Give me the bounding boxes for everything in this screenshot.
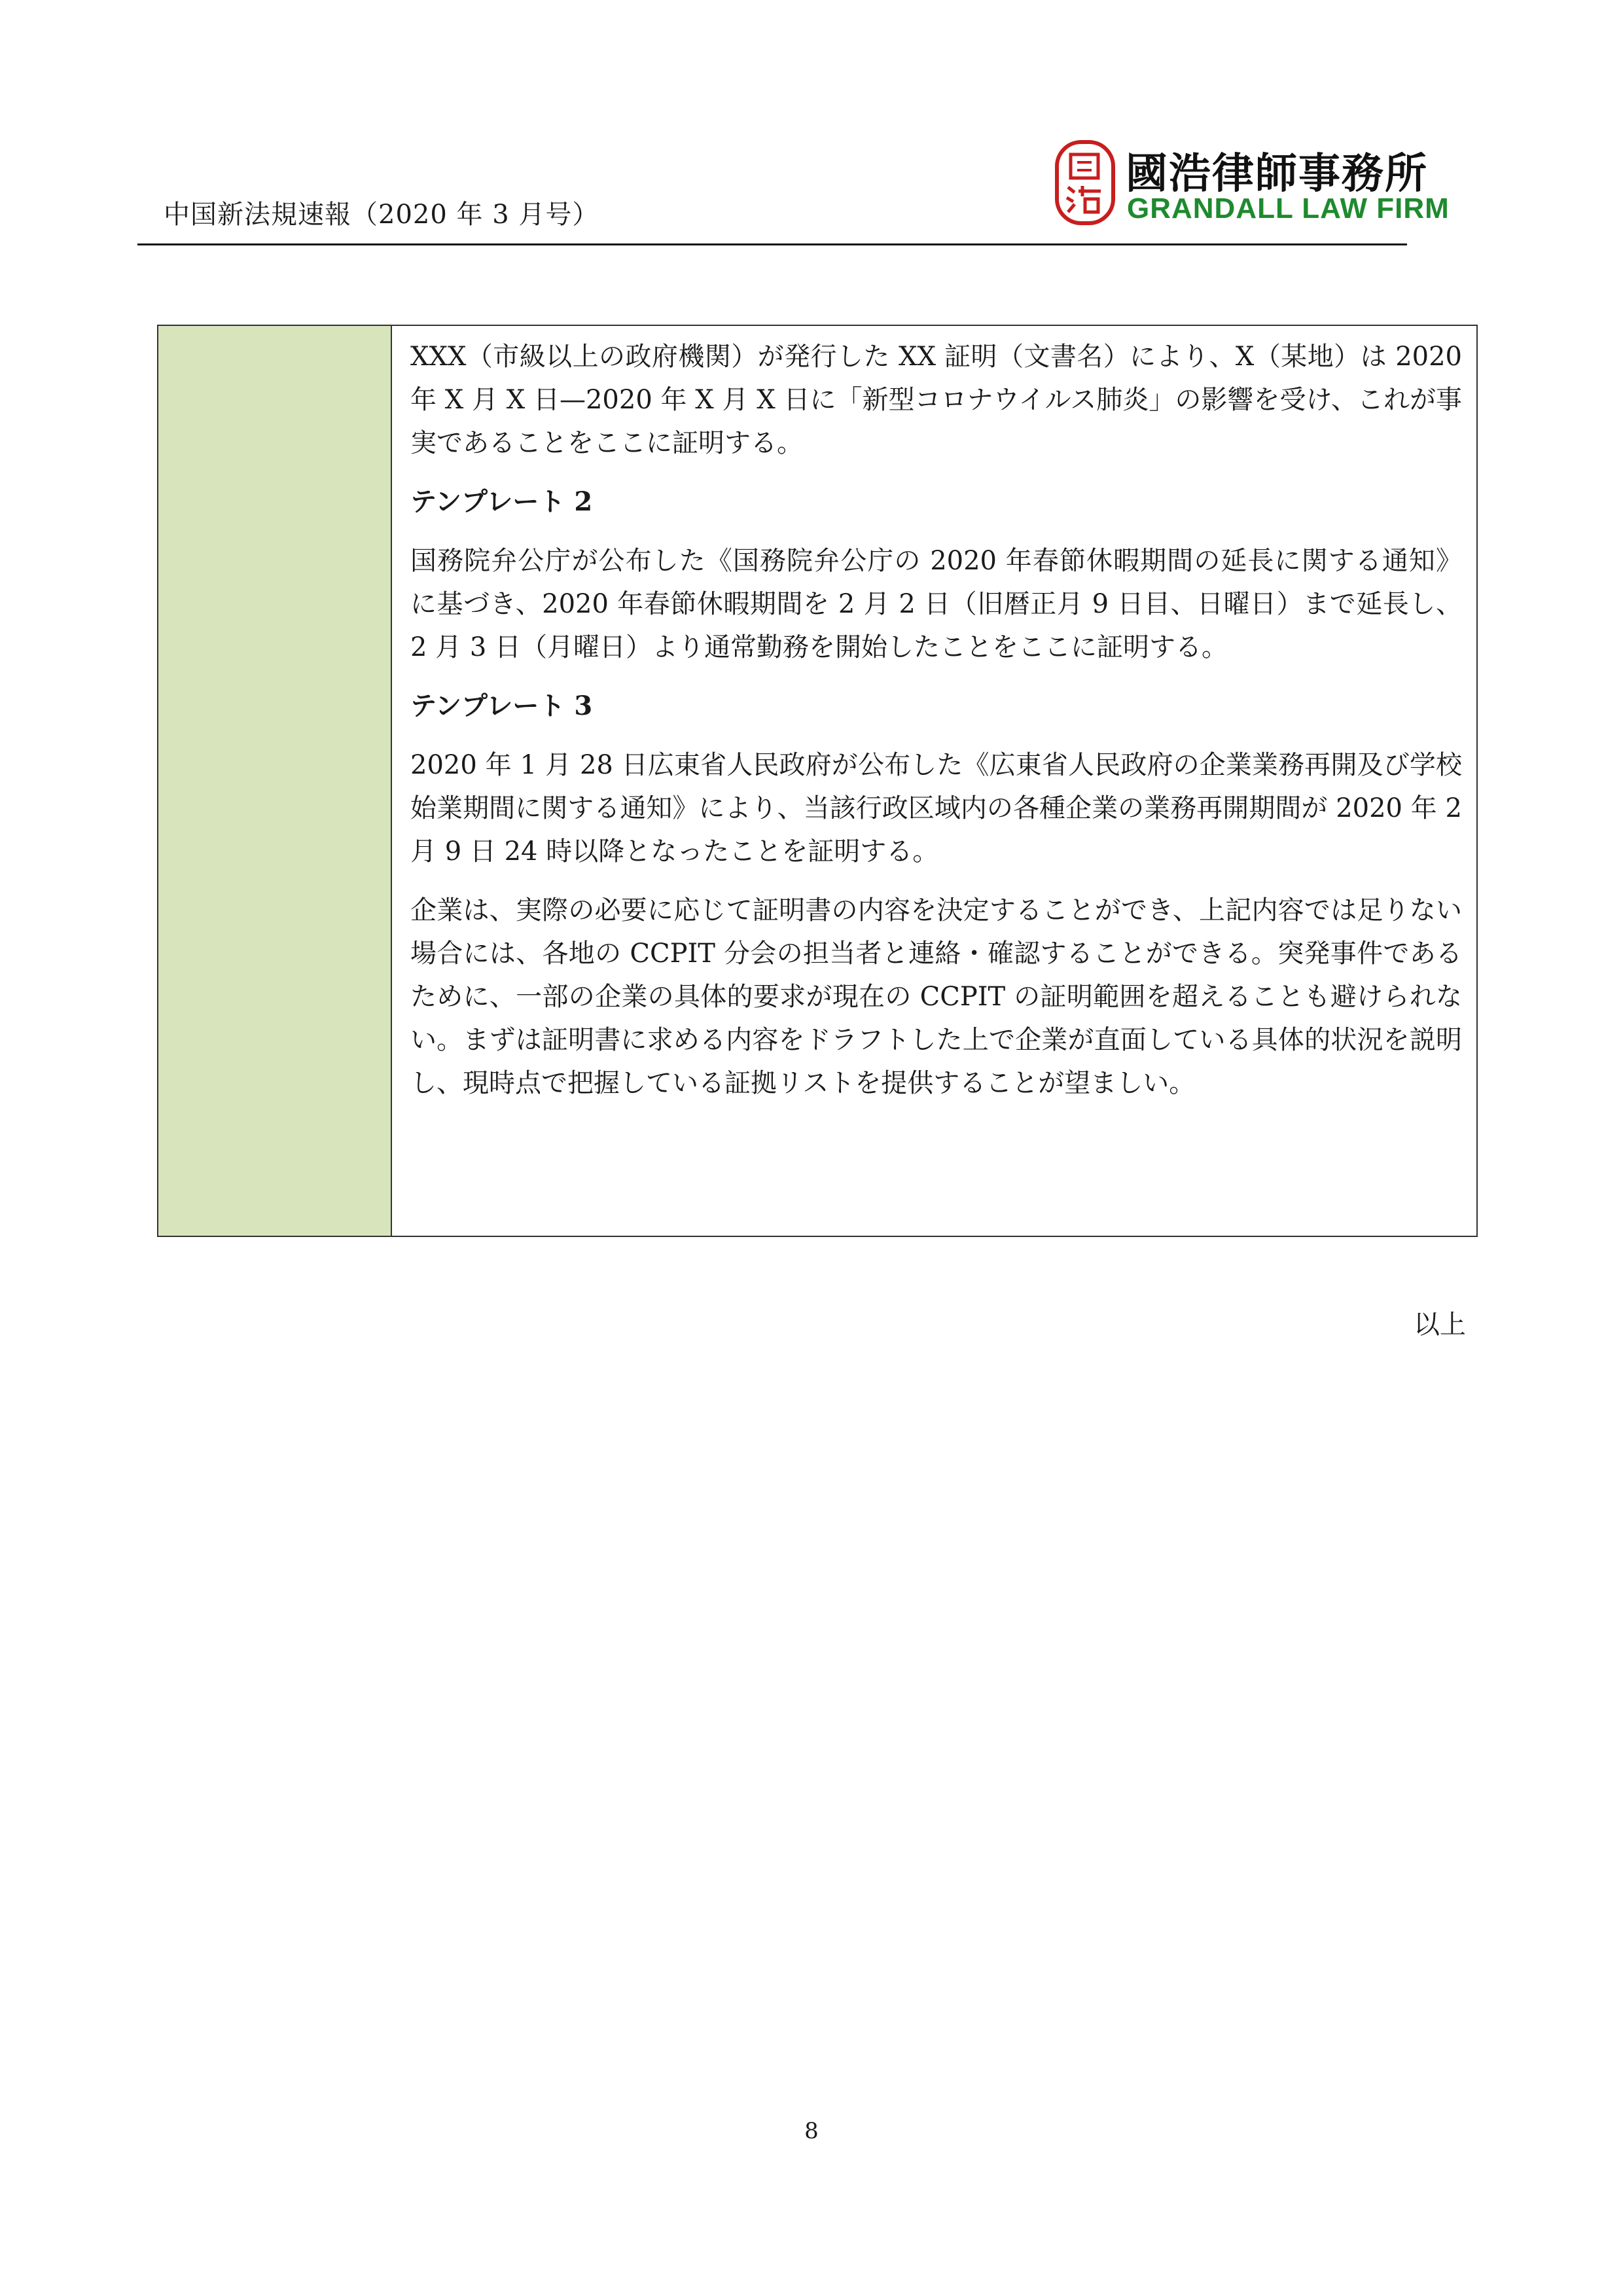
template-3-heading: テンプレート 3 bbox=[410, 691, 593, 721]
firm-logo bbox=[1055, 140, 1450, 232]
template-3-text: 2020 年 1 月 28 日広東省人民政府が公布した《広東省人民政府の企業業務再開及び学校始業期間に関する通知》により、当該行政区域内の各種企業の業務再開期間が 2020 年 2 月 9 日 24 時以降となったことを証明する。 bbox=[410, 750, 1462, 867]
table-body-cell bbox=[392, 326, 1476, 1236]
content-table bbox=[157, 325, 1478, 1237]
closing-mark: 以上 bbox=[1414, 1310, 1466, 1340]
guidance-paragraph: 企業は、実際の必要に応じて証明書の内容を決定することができ、上記内容では足りない場合には、各地の CCPIT 分会の担当者と連絡・確認することができる。突発事件であるために、一部の企業の具体的要求が現在の CCPIT の証明範囲を超えることも避けられない。まずは証明書に求める内容をドラフトした上で企業が直面している具体的状況を説明し、現時点で把握している証拠リストを提供することが望ましい。 bbox=[410, 895, 1462, 1098]
newsletter-title: 中国新法規速報（2020 年 3 月号） bbox=[164, 200, 599, 230]
firm-name-chinese: 國浩律師事務所 bbox=[1126, 150, 1428, 198]
table-side-cell bbox=[158, 326, 392, 1236]
template-1-text: XXX（市級以上の政府機関）が発行した XX 証明（文書名）により、X（某地）は 2020 年 X 月 X 日—2020 年 X 月 X 日に「新型コロナウイルス肺炎」の影響を受け、これが事実であることをここに証明する。 bbox=[410, 342, 1462, 458]
seal-icon bbox=[1055, 140, 1115, 225]
template-2-heading: テンプレート 2 bbox=[410, 486, 593, 517]
page-number: 8 bbox=[804, 2118, 819, 2144]
firm-name-english: GRANDALL LAW FIRM bbox=[1127, 192, 1450, 224]
header-divider bbox=[137, 243, 1407, 245]
template-2-text: 国務院弁公庁が公布した《国務院弁公庁の 2020 年春節休暇期間の延長に関する通知》に基づき、2020 年春節休暇期間を 2 月 2 日（旧暦正月 9 日目、日曜日）まで延長し、2 月 3 日（月曜日）より通常勤務を開始したことをここに証明する。 bbox=[410, 546, 1462, 662]
